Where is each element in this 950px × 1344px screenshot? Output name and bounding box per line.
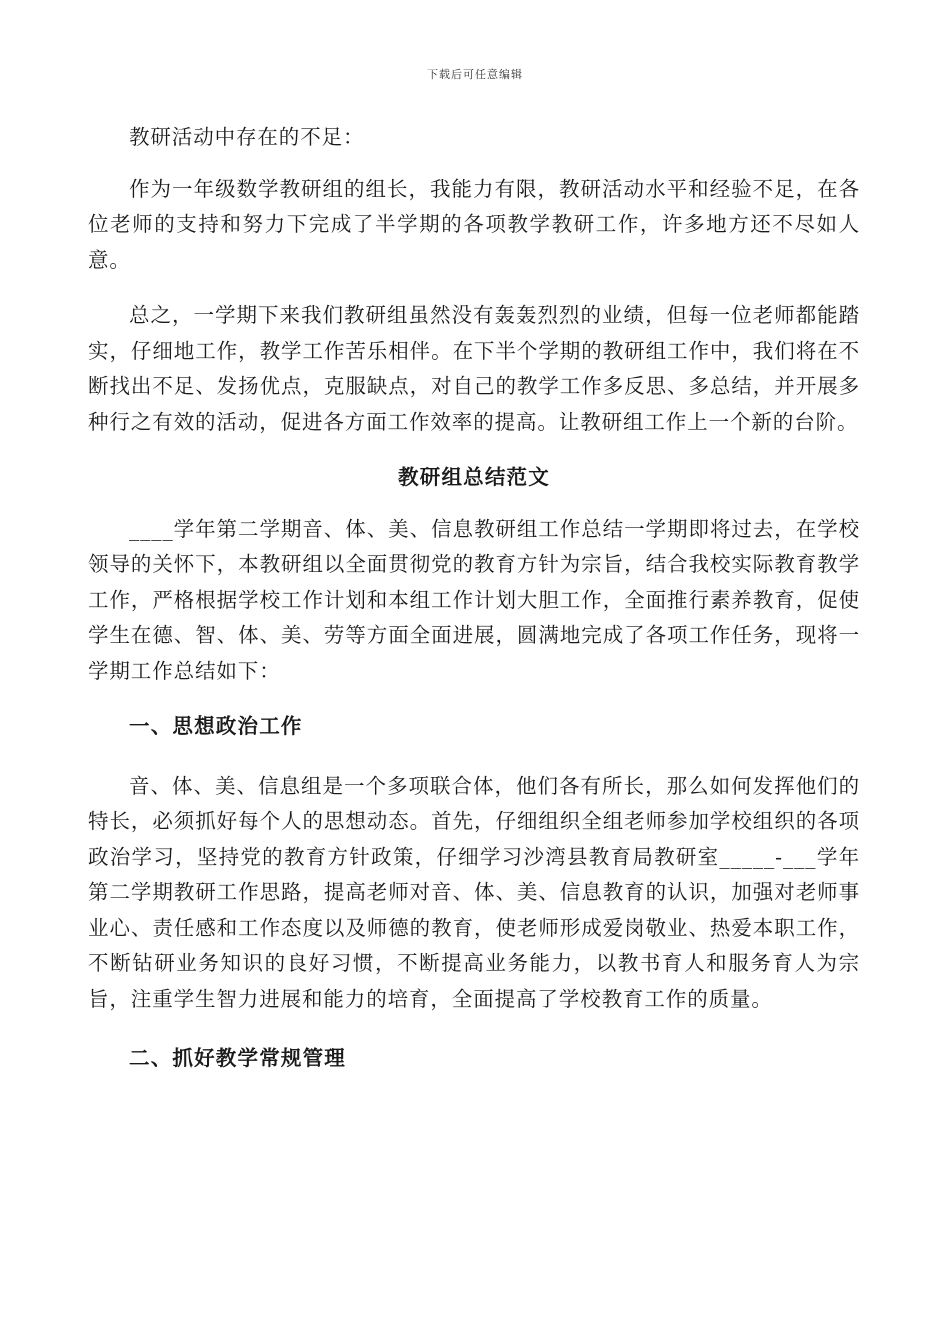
heading-teaching-management: 二、抓好教学常规管理: [129, 1046, 346, 1070]
paragraph-conclusion: 总之，一学期下来我们教研组虽然没有轰轰烈烈的业绩，但每一位老师都能踏实，仔细地工作，教学工作苦乐相伴。在下半个学期的教研组工作中，我们将在不断找出不足、发扬优点，克服缺点，对自己的教学工作多反思、多总结，并开展多种行之有效的活动，促进各方面工作效率的提高。让教研组工作上一个新的台阶。: [88, 303, 860, 434]
paragraph-shortcomings-heading: 教研活动中存在的不足：: [129, 125, 365, 149]
document-body: [88, 120, 860, 1077]
page-header-note: 下载后可任意编辑: [427, 68, 523, 81]
document-section-title: 教研组总结范文: [398, 465, 550, 489]
paragraph-political-work: 音、体、美、信息组是一个多项联合体，他们各有所长，那么如何发挥他们的特长，必须抓好每个人的思想动态。首先，仔细组织全组老师参加学校组织的各项政治学习，坚持党的教育方针政策，仔细学习沙湾县教育局教研室_____-___学年第二学期教研工作思路，提高老师对音、体、美、信息教育的认识，加强对老师事业心、责任感和工作态度以及师德的教育，使老师形成爱岗敬业、热爱本职工作，不断钻研业务知识的良好习惯，不断提高业务能力，以教书育人和服务育人为宗旨，注重学生智力进展和能力的培育，全面提高了学校教育工作的质量。: [88, 773, 860, 1011]
paragraph-shortcomings: 作为一年级数学教研组的组长，我能力有限，教研活动水平和经验不足，在各位老师的支持和努力下完成了半学期的各项教学教研工作，许多地方还不尽如人意。: [88, 176, 860, 272]
heading-political-work: 一、思想政治工作: [129, 714, 303, 738]
paragraph-intro: ____学年第二学期音、体、美、信息教研组工作总结一学期即将过去，在学校领导的关怀下，本教研组以全面贯彻党的教育方针为宗旨，结合我校实际教育教学工作，严格根据学校工作计划和本组工作计划大胆工作，全面推行素养教育，促使学生在德、智、体、美、劳等方面全面进展，圆满地完成了各项工作任务，现将一学期工作总结如下：: [88, 516, 860, 683]
